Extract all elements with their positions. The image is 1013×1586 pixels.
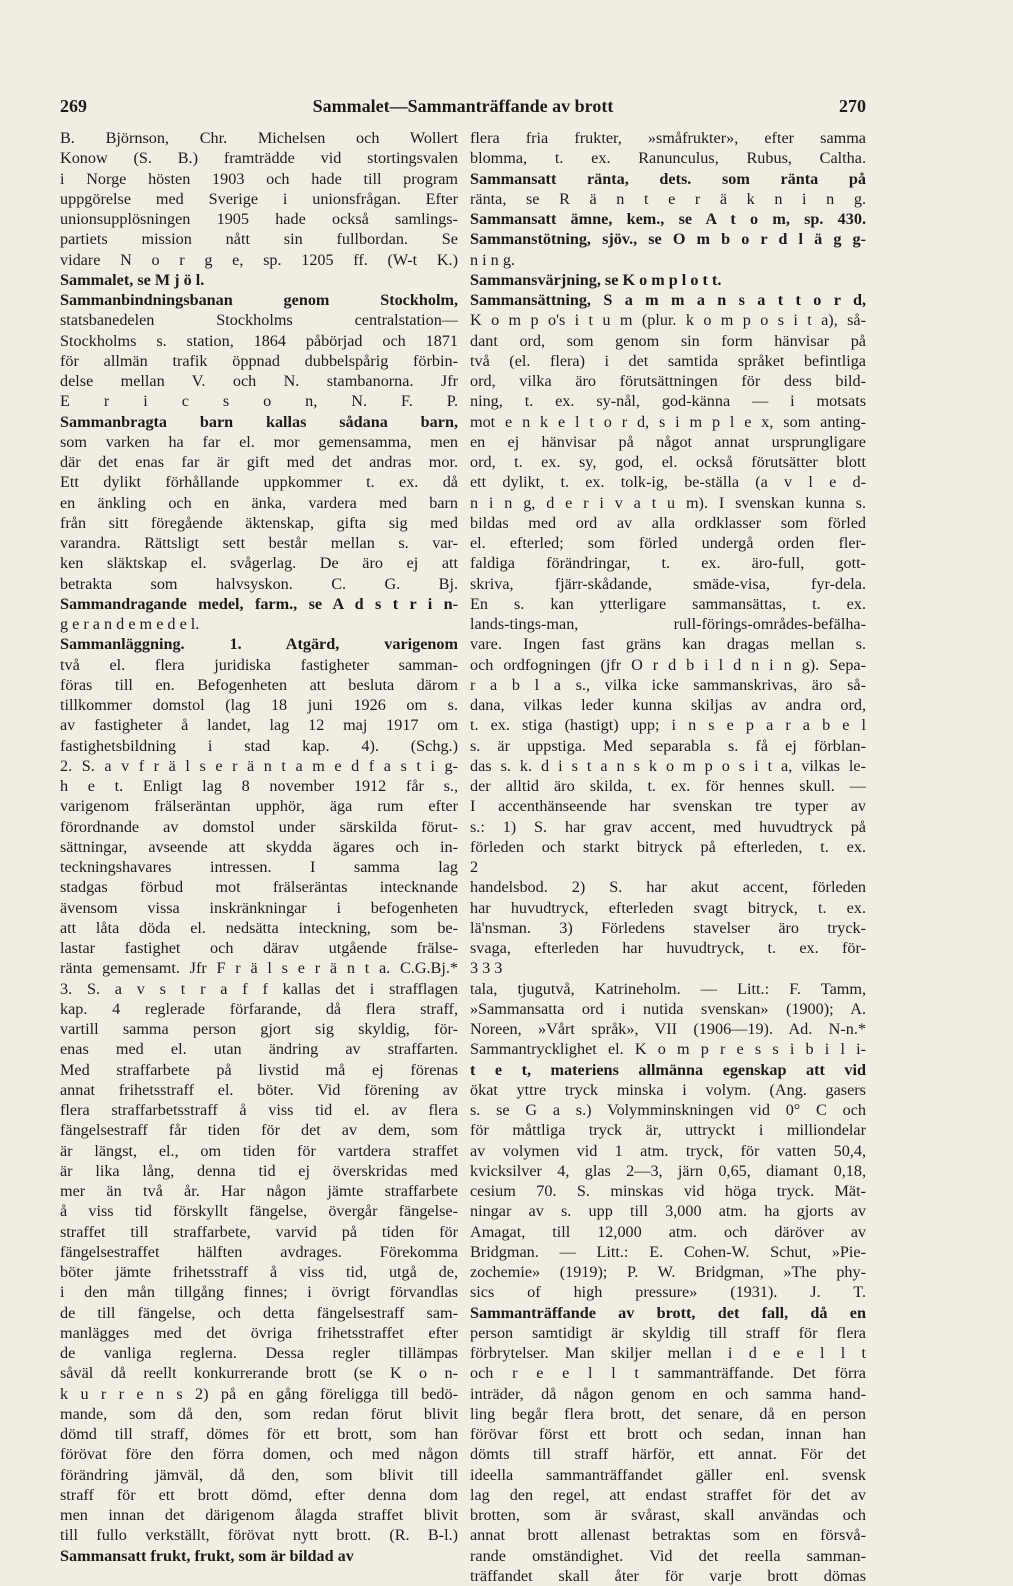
text-line: partiets mission nått sin fullbordan. Se xyxy=(60,230,458,249)
text-line: för allmän trafik öppnad dubbelspårig förbin- xyxy=(60,351,458,370)
text-line: men innan det därigenom ålagda straffet blivit xyxy=(60,1506,458,1524)
text-line: vidare N o r g e, sp. 1205 ff. (W-t K.) xyxy=(60,250,458,269)
text-line: Sammantrycklighet el. K o m p r e s s i b i l i- xyxy=(470,1040,866,1059)
text-line: r a b l a s., vilka icke sammanskrivas, äro så- xyxy=(470,675,866,694)
text-line: n i n g, d e r i v a t u m). I svenskan kunna s. xyxy=(470,493,866,512)
text-line: i Norge hösten 1903 och hade till program xyxy=(60,169,458,188)
text-line: de vanliga reglerna. Dessa regler tillämpas xyxy=(60,1344,458,1362)
text-line: K o m p o's i t u m (plur. k o m p o s i t a), så- xyxy=(470,311,866,330)
text-line: I accenthänseende har svenskan tre typer av xyxy=(470,797,866,816)
text-line: mer än två år. Har någon jämte straffarbete xyxy=(60,1182,458,1200)
text-line: ett dylikt, t. ex. tolk-ig, be-ställa (a v l e d- xyxy=(470,473,866,492)
left-column xyxy=(60,128,458,1566)
text-line: som varken ha far el. mor gemensamma, men xyxy=(60,432,458,451)
text-line: brotten, som är svårast, skall användas och xyxy=(470,1506,866,1524)
text-line: flera straffarbetsstraff å viss tid el. av flera xyxy=(60,1101,458,1119)
text-line: dant ord, som genom sin form hänvisar på xyxy=(470,331,866,350)
text-line: två el. flera juridiska fastigheter samman- xyxy=(60,655,458,674)
text-line: en änkling och en änka, vardera med barn xyxy=(60,493,458,512)
text-line: k u r r e n s 2) på en gång föreligga till bedö- xyxy=(60,1384,458,1403)
text-line: faldiga förändringar, t. ex. äro-full, gott- xyxy=(470,554,866,573)
text-line: lä'nsman. 3) Förledens stavelser äro tryck- xyxy=(470,918,866,937)
text-line: fängelsestraffet hälften avdrages. Förekomma xyxy=(60,1242,458,1261)
right-column xyxy=(470,128,866,1586)
text-line: Sammansättning, S a m m a n s a t t o r d, xyxy=(470,291,866,309)
text-line: t. ex. stiga (hastigt) upp; i n s e p a r a b e l xyxy=(470,716,866,735)
text-line: varigenom frälseräntan upphör, äga rum efter xyxy=(60,797,458,816)
text-line: ningar av s. upp till 3,000 atm. ha gjorts av xyxy=(470,1202,866,1221)
text-line: å viss tid förskyllt fängelse, övergår fängelse- xyxy=(60,1202,458,1221)
text-line: blomma, t. ex. Ranunculus, Rubus, Caltha. xyxy=(470,149,866,168)
text-line: Sammanbragta barn kallas sådana barn, xyxy=(60,412,458,431)
text-line: ävensom vissa inskränkningar i befogenheten xyxy=(60,898,458,917)
text-line: zochemie» (1919); P. W. Bridgman, »The phy- xyxy=(470,1263,866,1281)
text-line: ling begår flera brott, det senare, då en person xyxy=(470,1404,866,1423)
text-line: 2 xyxy=(470,858,479,876)
text-line: av fastigheter å landet, lag 12 maj 1917 om xyxy=(60,716,458,735)
text-line: skriva, fjärr-skådande, smäde-visa, fyr-dela. xyxy=(470,574,866,593)
text-line: av volymen vid 1 atm. tryck, för vatten 50,4, xyxy=(470,1141,866,1160)
text-line: Med straffarbete på livstid må ej förenas xyxy=(60,1060,458,1079)
text-line: Ett dylikt förhållande uppkommer t. ex. då xyxy=(60,473,458,492)
text-line: Sammanstötning, sjöv., se O m b o r d l ä g g- xyxy=(470,230,866,249)
text-line: el. efterled; som förled undergå orden fler- xyxy=(470,534,866,552)
text-line: är längst, el., om tiden för vartdera straffet xyxy=(60,1141,458,1160)
text-line: Bridgman. — Litt.: E. Cohen-W. Schut, »Pie- xyxy=(470,1242,866,1261)
text-line: dömd till straff, dömes för ett brott, som han xyxy=(60,1425,458,1443)
text-line: Amagat, till 12,000 atm. och däröver av xyxy=(470,1222,866,1241)
text-line: svaga, efterleden har huvudtryck, t. ex. för- xyxy=(470,939,866,957)
text-line: dömts till straff härför, ett annat. För det xyxy=(470,1445,866,1464)
text-line: två (el. flera) i det samtida språket befintliga xyxy=(470,351,866,370)
text-line: Sammansatt ränta, dets. som ränta på xyxy=(470,169,866,188)
text-line: ord, t. ex. sy, god, el. också förutsätter blott xyxy=(470,453,866,471)
text-line: för måttliga tryck är, uttryckt i milliondelar xyxy=(470,1121,866,1140)
text-line: förleden och starkt bitryck på efterleden, t. ex. xyxy=(470,837,866,856)
page-header xyxy=(60,96,866,120)
text-line: böter jämte frihetsstraff å viss tid, utgå de, xyxy=(60,1263,458,1281)
text-line: förövat före den förra domen, och med någon xyxy=(60,1445,458,1464)
text-line: har huvudtryck, efterleden svagt bitryck, t. ex. xyxy=(470,898,866,917)
text-line: uppgörelse med Sverige i unionsfrågan. Efter xyxy=(60,189,458,208)
text-line: enas med el. utan ändring av straffarten. xyxy=(60,1040,458,1059)
text-line: t e t, materiens allmänna egenskap att vid xyxy=(470,1060,866,1079)
text-line: förbrytelser. Man skiljer mellan i d e e l l t xyxy=(470,1344,866,1362)
text-line: cesium 70. S. minskas vid höga tryck. Mät- xyxy=(470,1182,866,1200)
text-line: från sitt föregående äktenskap, gifta sig med xyxy=(60,513,458,532)
text-line: Konow (S. B.) framträdde vid stortingsvalen xyxy=(60,149,458,168)
text-line: ökat yttre tryck minska i volym. (Ang. gasers xyxy=(470,1080,866,1099)
text-line: sättningar, avseende att skydda ägares och in- xyxy=(60,837,458,856)
text-line: är lika lång, denna tid ej överskridas med xyxy=(60,1161,458,1180)
text-line: kvicksilver 4, glas 2—3, järn 0,65, diamant 0,18, xyxy=(470,1161,866,1180)
text-line: föras till en. Befogenheten att besluta därom xyxy=(60,675,458,694)
text-line: s.: 1) S. har grav accent, med huvudtryck på xyxy=(470,817,866,836)
page-number-right: 270 xyxy=(839,96,866,116)
text-line: mot e n k e l t o r d, s i m p l e x, som anting- xyxy=(470,412,866,431)
text-line: s. se G a s.) Volymminskningen vid 0° C och xyxy=(470,1101,866,1119)
text-line: 3 3 3 xyxy=(470,959,503,978)
text-line: och r e e l l t sammanträffande. Det förra xyxy=(470,1364,866,1383)
text-line: der alltid äro skilda, t. ex. för hennes skull. — xyxy=(470,777,866,795)
text-line: Sammanträffande av brott, det fall, då en xyxy=(470,1303,866,1322)
text-line: Sammalet, se M j ö l. xyxy=(60,270,205,289)
text-line: Sammansatt ämne, kem., se A t o m, sp. 430. xyxy=(470,210,866,228)
text-line: manlägges med det övriga frihetsstraffet efter xyxy=(60,1323,458,1342)
text-line: das s. k. d i s t a n s k o m p o s i t a, vilkas le- xyxy=(470,756,866,775)
text-line: mande, som då den, som redan förut blivit xyxy=(60,1404,458,1423)
text-line: lastar fastighet och därav utgående frälse- xyxy=(60,939,458,957)
text-line: Sammanbindningsbanan genom Stockholm, xyxy=(60,291,458,309)
text-line: de till fängelse, och detta fängelsestraff sam- xyxy=(60,1303,458,1322)
text-line: tillkommer domstol (lag 18 juni 1926 om s. xyxy=(60,696,458,714)
text-line: Noreen, »Vårt språk», VII (1906—19). Ad. N-n.* xyxy=(470,1020,866,1038)
text-line: träffandet skall åter för varje brott dömas xyxy=(470,1566,866,1585)
text-line: annat brott allenast betraktas som en försvå- xyxy=(470,1526,866,1545)
text-line: Sammansvärjning, se K o m p l o t t. xyxy=(470,270,722,289)
text-line: annat frihetsstraff el. böter. Vid förening av xyxy=(60,1080,458,1099)
text-line: kap. 4 reglerade förfarande, då flera straff, xyxy=(60,999,458,1018)
text-line: 2. S. a v f r ä l s e r ä n t a m e d f a s t i g- xyxy=(60,756,458,775)
text-line: fastighetsbildning i stad kap. 4). (Schg.) xyxy=(60,736,458,755)
text-line: lag den regel, att endast straffet för det av xyxy=(470,1485,866,1504)
text-line: inträder, då någon genom en och samma hand- xyxy=(470,1384,866,1403)
text-line: Sammanläggning. 1. Atgärd, varigenom xyxy=(60,635,458,654)
text-line: flera fria frukter, »småfrukter», efter samma xyxy=(470,129,866,147)
text-line: B. Björnson, Chr. Michelsen och Wollert xyxy=(60,129,458,147)
text-line: ränta gemensamt. Jfr F r ä l s e r ä n t a. C.G.Bj.* xyxy=(60,959,458,978)
text-line: ord, vilka äro förutsättningen för dess bild- xyxy=(470,372,866,390)
text-line: vartill samma person gjort sig skyldig, för- xyxy=(60,1020,458,1038)
text-line: fängelsestraff får tiden för det av dem, som xyxy=(60,1121,458,1140)
running-title: Sammalet—Sammanträffande av brott xyxy=(312,96,614,116)
text-line: straff för ett brott dömd, efter denna dom xyxy=(60,1485,458,1504)
text-line: förändring jämväl, då den, som blivit till xyxy=(60,1465,458,1484)
text-line: till fullo verkställt, förövat nytt brott. (R. B-l.) xyxy=(60,1526,458,1545)
text-line: statsbanedelen Stockholms centralstation— xyxy=(60,311,458,330)
text-line: handelsbod. 2) S. har akut accent, förleden xyxy=(470,878,866,897)
text-line: stadgas förbud mot frälseräntas intecknande xyxy=(60,878,458,897)
text-line: sics of high pressure» (1931). J. T. xyxy=(470,1283,866,1302)
page-number-left: 269 xyxy=(60,96,87,116)
text-line: Sammandragande medel, farm., se A d s t r i n- xyxy=(60,594,458,613)
text-line: unionsupplösningen 1905 hade också samlings- xyxy=(60,210,458,228)
text-line: förordnande av domstol under särskilda förut- xyxy=(60,817,458,836)
text-line: bildas med ord av alla ordklasser som förled xyxy=(470,513,866,532)
text-line: teckningshavares intressen. I samma lag xyxy=(60,858,458,876)
text-line: n i n g. xyxy=(470,250,515,269)
text-line: person samtidigt är skyldig till straff för flera xyxy=(470,1323,866,1342)
text-line: ning, t. ex. sy-nål, god-känna — i motsats xyxy=(470,392,866,411)
text-line: varandra. Rättsligt sett består mellan s. var- xyxy=(60,534,458,552)
text-line: ideella sammanträffandet gäller enl. svensk xyxy=(470,1465,866,1484)
text-line: och ordfogningen (jfr O r d b i l d n i n g). Sepa- xyxy=(470,655,866,674)
text-line: vare. Ingen fast gräns kan dragas mellan s. xyxy=(470,635,866,654)
text-line: såväl då reellt konkurrerande brott (se K o n- xyxy=(60,1364,458,1383)
text-line: h e t. Enligt lag 8 november 1912 får s., xyxy=(60,777,458,795)
text-line: i den mån tillgång finnes; i övrigt förvandlas xyxy=(60,1283,458,1302)
text-line: att låta döda el. nedsätta inteckning, som be- xyxy=(60,918,458,937)
text-line: lands-tings-man, rull-förings-områdes-befälha- xyxy=(470,615,866,633)
text-line: ränta, se R ä n t e r ä k n i n g. xyxy=(470,189,866,208)
text-line: 3. S. a v s t r a f f kallas det i strafflagen xyxy=(60,979,458,998)
text-line: dana, vilkas leder kunna skiljas av andra ord, xyxy=(470,696,866,714)
text-line: betrakta som halvsyskon. C. G. Bj. xyxy=(60,574,458,593)
text-line: E r i c s o n, N. F. P. xyxy=(60,392,458,411)
text-line: delse mellan V. och N. stambanorna. Jfr xyxy=(60,372,458,390)
text-line: en ej hänvisar på något annat ursprungligare xyxy=(470,432,866,451)
text-line: Stockholms s. station, 1864 påbörjad och 1871 xyxy=(60,331,458,350)
text-line: g e r a n d e m e d e l. xyxy=(60,615,200,633)
text-line: straffet till straffarbete, varvid på tiden för xyxy=(60,1222,458,1241)
text-line: ken släktskap el. svågerlag. De äro ej att xyxy=(60,554,458,573)
text-line: »Sammansatta ord i nutida svenskan» (1900); A. xyxy=(470,999,866,1018)
text-line: s. är uppstiga. Med separabla s. få ej förblan- xyxy=(470,736,866,755)
text-line: En s. kan ytterligare sammansättas, t. ex. xyxy=(470,594,866,613)
text-line: tala, tjugutvå, Katrineholm. — Litt.: F. Tamm, xyxy=(470,979,866,998)
text-line: Sammansatt frukt, frukt, som är bildad av xyxy=(60,1546,354,1565)
text-line: förövar först ett brott och sedan, innan han xyxy=(470,1425,866,1443)
text-line: där det enas far är gift med det andras mor. xyxy=(60,453,458,471)
text-line: rande omständighet. Vid det reella samman- xyxy=(470,1546,866,1565)
